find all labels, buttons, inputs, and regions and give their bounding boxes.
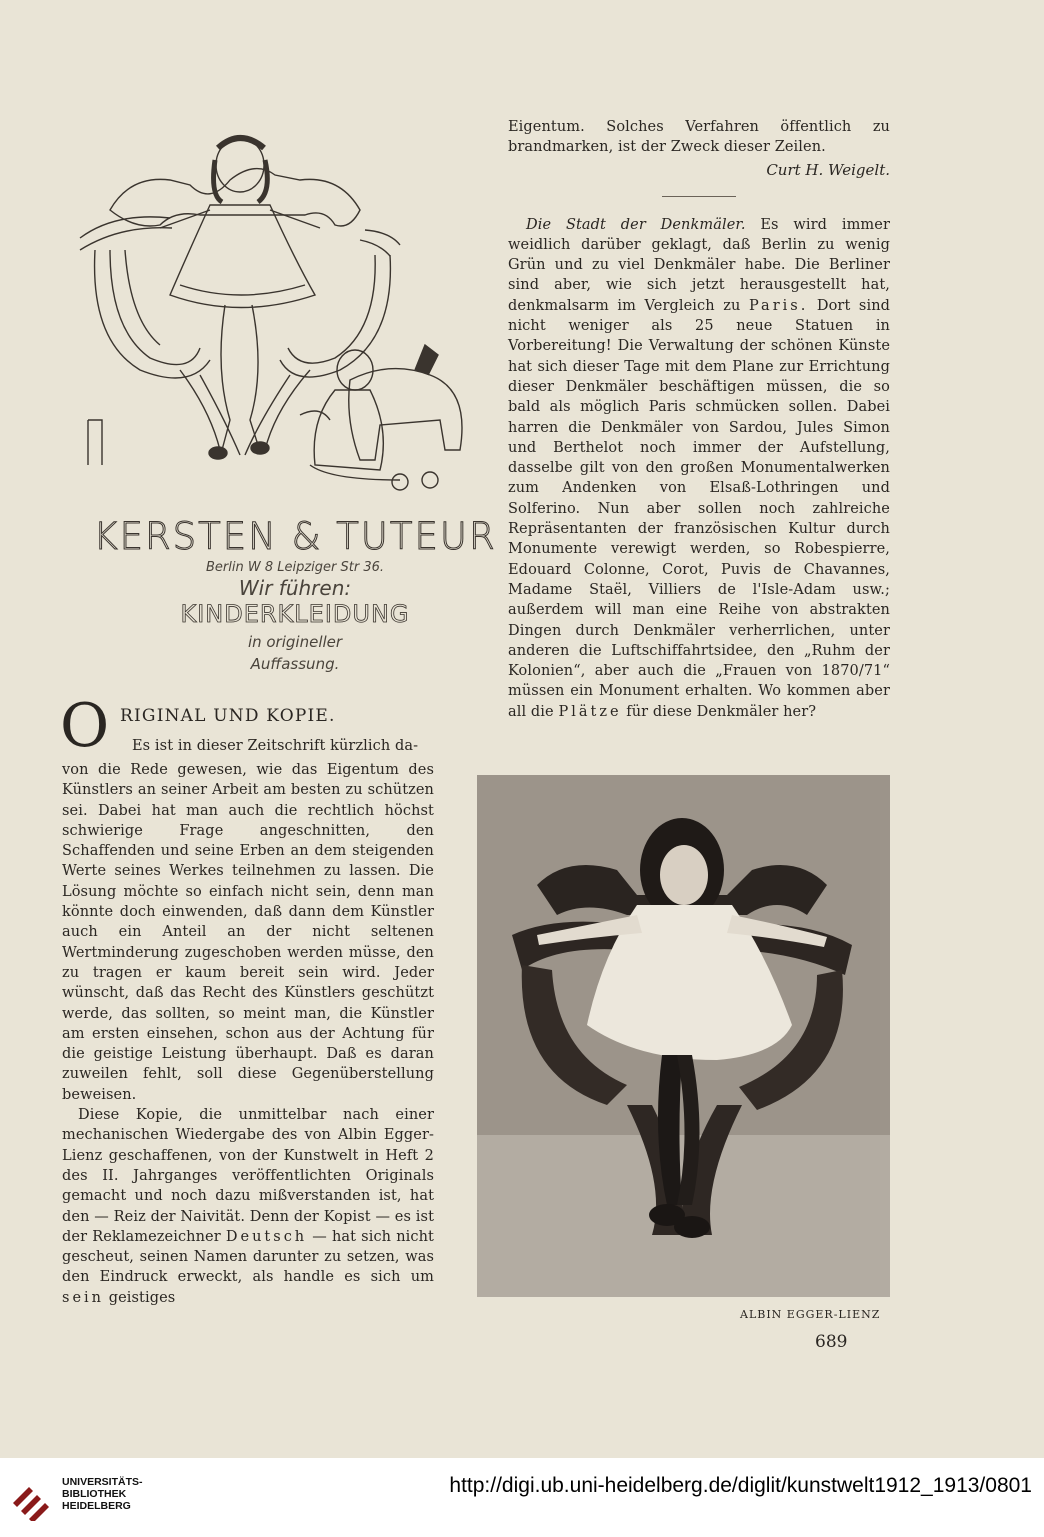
text-run-spaced: sein	[62, 1289, 104, 1306]
left-paragraph-1: von die Rede gewesen, wie das Eigentum des Künstlers an seiner Arbeit am besten zu schützen sei. Dabei hat man auch die rechtlich höchst schwierige Frage angeschnitten, den Schaffenden und seine Erben an dem steigenden Werte seines Werkes teilnehmen zu lassen. Die Lösung möchte so einfach nicht sein, denn man könnte doch einwenden, daß dann dem Künstler auch ein Anteil an der nicht seltenen Wertminderung zugeschoben werden müsse, den zu tragen er kaum bereit sein wird. Jeder wünscht, daß das Recht des Künstlers geschützt werde, das sollten, so meint man, die Künstler am ersten einsehen, schon aus der Achtung für die geistige Leistung überhaupt. Daß es daran zuweilen fehlt, soll diese Gegenüberstellung beweisen.	[62, 762, 434, 1103]
ad-brand: KERSTEN & TUTEUR	[93, 515, 497, 558]
page-number: 689	[815, 1332, 848, 1352]
ad-illustration	[60, 120, 530, 510]
library-line: HEIDELBERG	[62, 1500, 131, 1512]
library-name	[62, 1476, 143, 1512]
text-run-spaced: Plätze	[558, 703, 622, 720]
left-paragraph-2	[62, 1105, 434, 1308]
library-footer	[0, 1458, 1044, 1537]
photo-caption: ALBIN EGGER-LIENZ	[740, 1308, 881, 1321]
text-run: Dort sind nicht weniger als 25 neue Statuen in Vorbereitung! Die Verwaltung der schönen Künste hat sich dieser Tage mit dem Plane zur Errichtung dieser Denkmäler beschäftigen müssen, die so bald als möglich Paris schmücken sollen. Dabei harren die Denkmäler von Sardou, Jules Simon und Berthelot noch immer der Aufstellung, dasselbe gilt von den großen Monumentalwerken zum Andenken von Elsaß-Lothringen und Solferino. Nun aber sollen noch zahlreiche Repräsentanten der französischen Kultur durch Monumente verewigt werden, so Robespierre, Edouard Colonne, Corot, Puvis de Chavannes, Madame Staël, Villiers de l'Isle-Adam usw.; außerdem will man eine Reihe von abstrakten Dingen durch Denkmäler verherrlichen, unter anderen die Luftschiffahrtsidee, den „Ruhm der Kolonien“, aber auch die „Frauen von 1870/71“ müssen ein Monument erhalten. Wo kommen aber all die	[508, 297, 891, 720]
ad-in: in origineller	[247, 633, 343, 651]
article-headline	[60, 691, 434, 761]
right-column	[508, 117, 890, 722]
text-run-spaced: Paris.	[748, 297, 809, 314]
text-run-spaced: Deutsch	[225, 1228, 308, 1245]
right-paragraph-1: Eigentum. Solches Verfahren öffentlich zu brandmarken, ist der Zweck dieser Zeilen.	[508, 119, 890, 156]
photo-illustration	[477, 775, 890, 1297]
article-title: RIGINAL UND KOPIE.	[120, 706, 336, 726]
ad-address: Berlin W 8 Leipziger Str 36.	[205, 560, 384, 575]
text-run: Es wird immer weidlich darüber geklagt, daß Berlin zu wenig Grün und zu viel Denkmäler habe. Die Berliner sind aber, wie sich jetzt herausgestellt hat, denkmalsarm im Vergleich zu	[508, 216, 890, 314]
left-column	[60, 691, 434, 1308]
right-paragraph-2	[508, 215, 890, 722]
photo-original	[477, 775, 890, 1297]
divider	[662, 196, 736, 197]
first-line: Es ist in dieser Zeitschrift kürzlich da-	[132, 738, 419, 754]
ad-auffassung: Auffassung.	[250, 655, 340, 673]
library-logo-icon	[9, 1473, 55, 1521]
ad-product: KINDERKLEIDUNG	[180, 600, 410, 628]
text-run: geistiges	[104, 1289, 176, 1306]
source-url[interactable]: http://digi.ub.uni-heidelberg.de/diglit/kunstwelt1912_1913/0801	[449, 1474, 1032, 1497]
library-line: UNIVERSITÄTS-	[62, 1476, 143, 1488]
ad-slogan: Wir führen:	[238, 576, 352, 600]
library-line: BIBLIOTHEK	[62, 1488, 127, 1500]
section-lead: Die Stadt der Denkmäler.	[526, 216, 746, 233]
drop-cap: O	[60, 691, 110, 761]
signature: Curt H. Weigelt.	[766, 160, 890, 179]
text-run: Diese Kopie, die unmittelbar nach einer mechanischen Wiedergabe des von Albin Egger-Lienz geschaffenen, von der Kunstwelt in Heft 2 des II. Jahrganges veröffentlichten Originals gemacht und noch dazu mißverstanden ist, hat den — Reiz der Naivität. Denn der Kopist — es ist der Reklamezeichner	[62, 1107, 434, 1245]
text-run: für diese Denkmäler her?	[621, 703, 817, 720]
advertisement	[60, 120, 530, 680]
text-run: — hat sich nicht gescheut, seinen Namen darunter zu setzen, was den Eindruck erweckt, als handle es sich um	[62, 1228, 434, 1286]
